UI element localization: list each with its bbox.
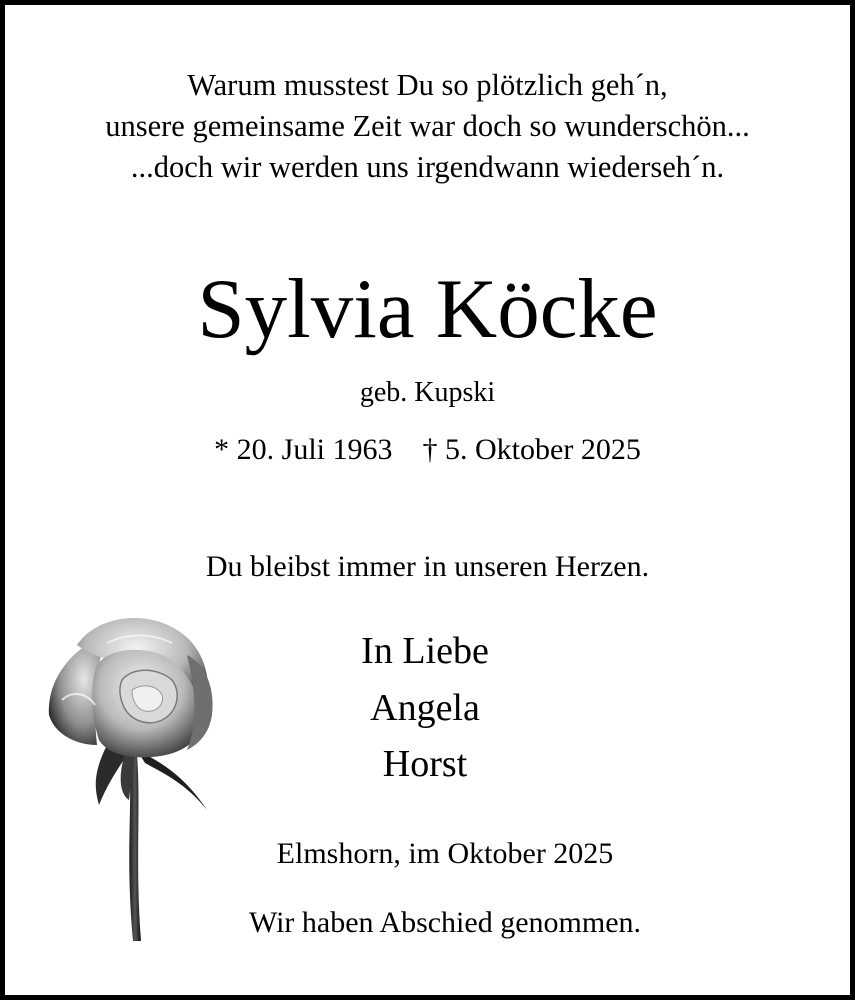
memorial-verse	[5, 65, 850, 188]
verse-line-2: unsere gemeinsame Zeit war doch so wunderschön...	[105, 109, 750, 143]
closing-phrase: In Liebe	[361, 630, 489, 672]
mourner-name: Horst	[382, 743, 468, 785]
verse-line-1: Warum musstest Du so plötzlich geh´n,	[187, 68, 668, 102]
mourner-name: Angela	[370, 687, 480, 729]
verse-line-3: ...doch wir werden uns irgendwann wiederseh´n.	[130, 150, 725, 184]
death-date: † 5. Oktober 2025	[422, 433, 641, 466]
life-dates	[5, 435, 850, 465]
deceased-name: Sylvia Köcke	[197, 262, 658, 356]
maiden-name: geb. Kupski	[359, 377, 496, 408]
farewell-statement: Wir haben Abschied genommen.	[248, 906, 642, 939]
memorial-motto: Du bleibst immer in unseren Herzen.	[205, 550, 650, 583]
birth-date: * 20. Juli 1963	[214, 433, 393, 466]
place-and-date: Elmshorn, im Oktober 2025	[276, 837, 614, 870]
rose-icon	[37, 605, 227, 945]
